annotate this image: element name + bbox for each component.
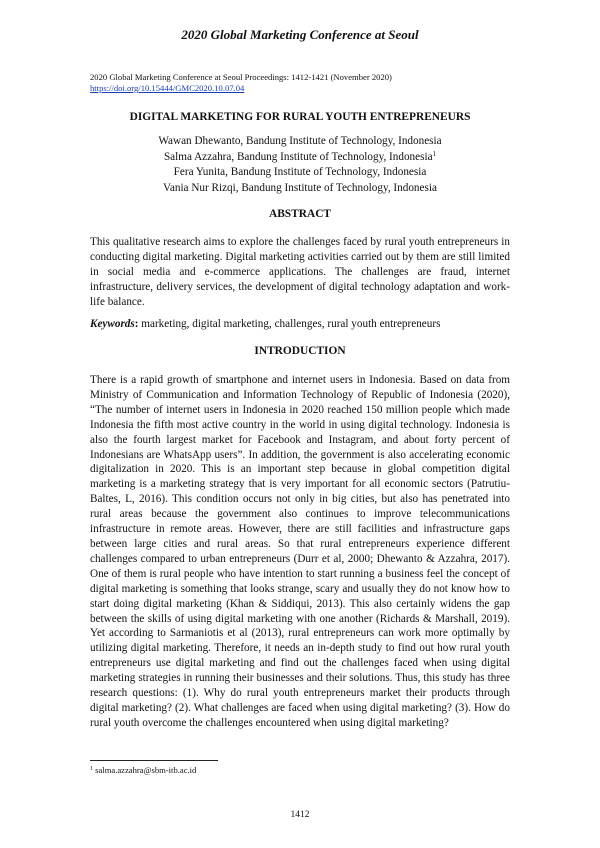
keywords-label: Keywords [90,318,135,330]
author-name: Salma Azzahra, Bandung Institute of Technology, Indonesia [163,150,433,163]
footnote-email: salma.azzahra@sbm-itb.ac.id [93,765,197,775]
abstract-text: This qualitative research aims to explore the challenges faced by rural youth entrepreneurs in conducting digital marketing. Digital marketing activities carried out by them are still limited in social media and e-commerce applications. The challenges are fraud, internet infrastructure, delivery services, the development of digital technology adaptation and work-life balance. [90,236,510,308]
footnote-marker[interactable]: 1 [432,149,437,158]
keywords [90,318,510,330]
footnote-mark: 1 [90,766,93,772]
author-line [0,150,600,166]
running-header: 2020 Global Marketing Conference at Seoul [181,27,419,42]
proceedings-info [90,72,392,94]
author-list [0,134,600,196]
page-number: 1412 [290,810,310,820]
introduction-heading: INTRODUCTION [254,345,346,357]
paper-title: DIGITAL MARKETING FOR RURAL YOUTH ENTREPRENEURS [129,111,471,123]
keywords-text: marketing, digital marketing, challenges, rural youth entrepreneurs [138,318,441,330]
proceedings-citation: 2020 Global Marketing Conference at Seoul Proceedings: 1412-1421 (November 2020) [90,72,392,82]
keywords-separator: : [134,318,139,330]
author-line: Vania Nur Rizqi, Bandung Institute of Technology, Indonesia [163,181,437,194]
abstract-heading: ABSTRACT [268,208,332,220]
doi-link[interactable]: https://doi.org/10.15444/GMC2020.10.07.04 [90,83,245,93]
footnote-divider [90,760,218,761]
author-line: Wawan Dhewanto, Bandung Institute of Technology, Indonesia [158,135,442,147]
author-line: Fera Yunita, Bandung Institute of Technology, Indonesia [173,166,427,178]
footnote [90,765,196,775]
introduction-text: There is a rapid growth of smartphone and internet users in Indonesia. Based on data from Ministry of Communication and Information Technology of Republic of Indonesia (2020), “The number of internet users in Indonesia in 2020 reached 150 million people which made Indonesia the fifth most active country in the world in using digital technology. Indonesia is also the fourth largest market for Facebook and Instagram, and about forty percent of Indonesians are WhatsApp users”. In addition, the government is also accelerating economic digitalization in 2020. This is an important step because in global competition digital marketing is a marketing strategy that is very important for all economic sectors (Patrutiu-Baltes, L, 2016). This condition occurs not only in big cities, but also has penetrated into rural areas because the government also continues to improve telecommunications infrastructure in remote areas. However, there are still facilities and infrastructure gaps between large cities and rural areas. So that rural entrepreneurs experience different challenges compared to urban entrepreneurs (Durr et al, 2000; Dhewanto & Azzahra, 2017). One of them is rural people who have intention to start running a business feel the concept of digital marketing is something that looks strange, scary and usually they do not know how to start doing digital marketing (Khan & Siddiqui, 2013). This also certainly widens the gap between the skills of using digital marketing with one another (Richards & Marshall, 2019). Yet according to Sarmaniotis et al (2013), rural entrepreneurs can work more optimally by utilizing digital marketing. Therefore, it needs an in-depth study to find out how rural youth entrepreneurs use digital marketing and find out the challenges faced when using digital marketing strategies in running their businesses and their solutions. Thus, this study has three research questions: (1). Why do rural youth entrepreneurs market their products through digital marketing? (2). What challenges are faced when using digital marketing? (3). How do rural youth overcome the challenges encountered when using digital marketing? [90,374,510,729]
